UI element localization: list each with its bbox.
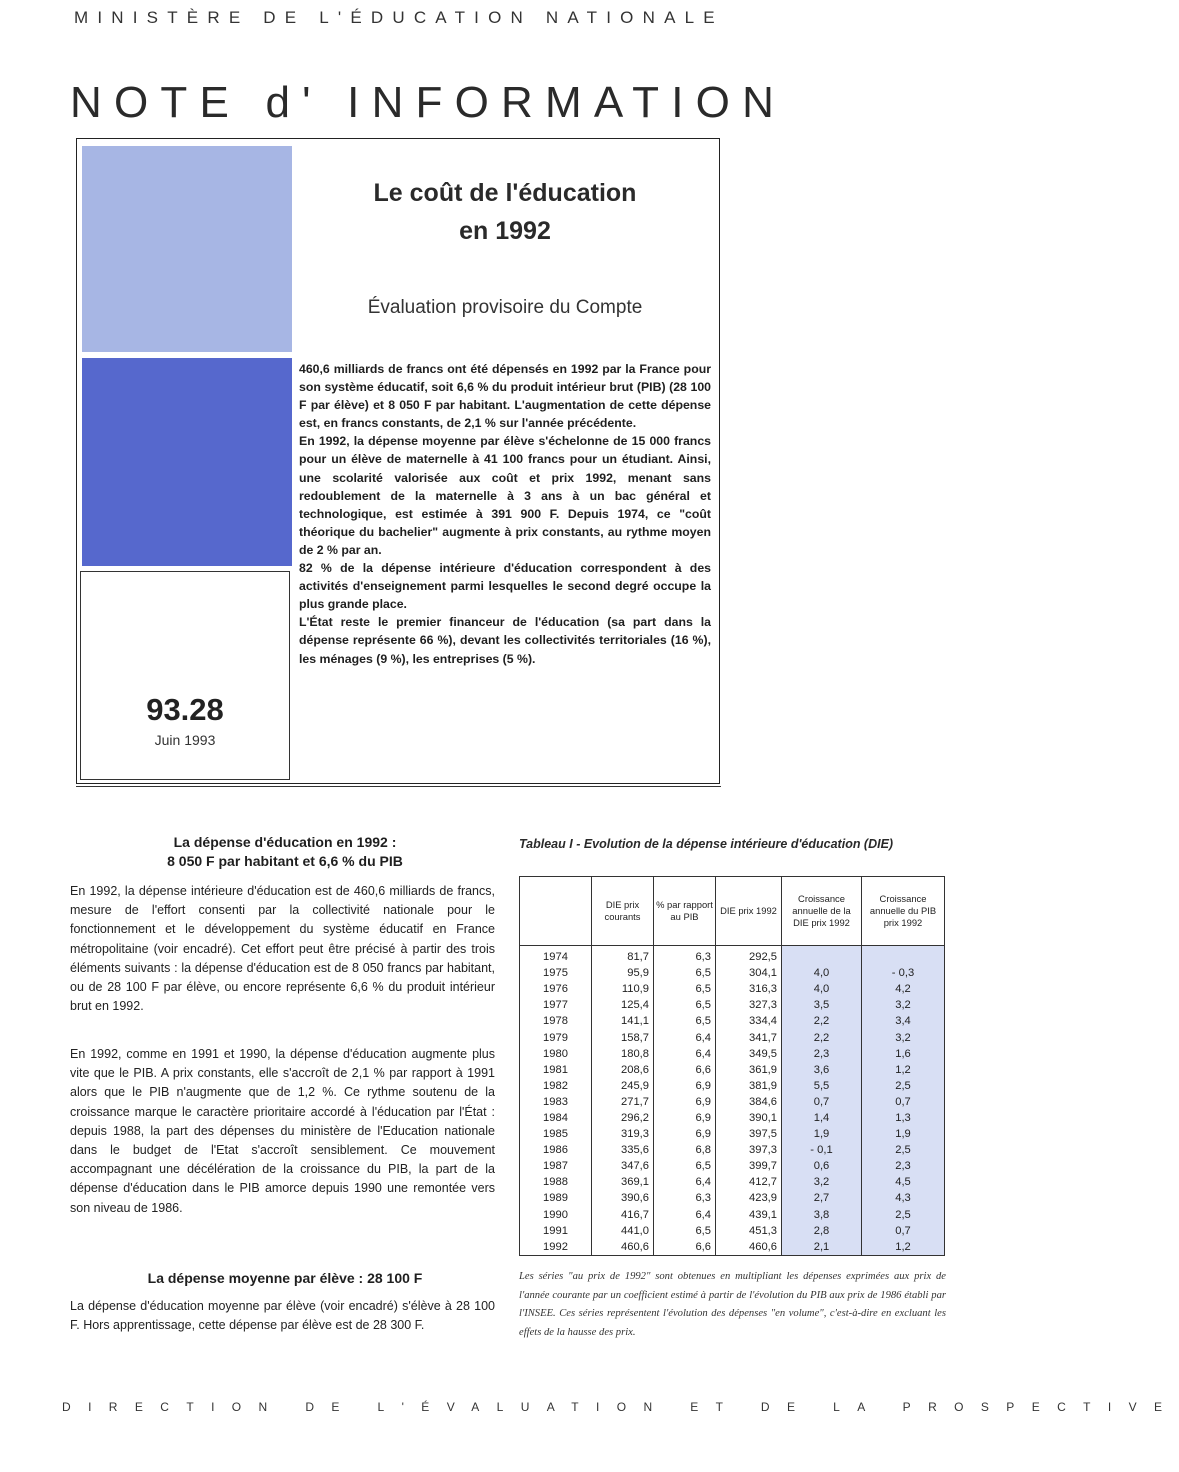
table-row [520, 1078, 945, 1094]
table-cell: 6,5 [654, 1223, 716, 1239]
table-cell: 5,5 [782, 1078, 862, 1094]
table-row [520, 1046, 945, 1062]
year-cell: 1989 [520, 1190, 592, 1206]
table-cell: 1,2 [862, 1062, 945, 1078]
table-cell: 6,4 [654, 1174, 716, 1190]
table-cell: 3,2 [862, 997, 945, 1013]
table-cell: - 0,1 [782, 1142, 862, 1158]
table-cell: 6,4 [654, 1029, 716, 1045]
table-cell: 158,7 [592, 1029, 654, 1045]
year-cell: 1985 [520, 1126, 592, 1142]
die-table [519, 876, 945, 1256]
table-row [520, 1110, 945, 1126]
cover-dark-block [82, 358, 292, 566]
table-cell: 1,2 [862, 1239, 945, 1256]
table-cell: 397,3 [716, 1142, 782, 1158]
table-cell: 4,2 [862, 981, 945, 997]
table-cell: 0,6 [782, 1158, 862, 1174]
year-cell: 1984 [520, 1110, 592, 1126]
year-cell: 1992 [520, 1239, 592, 1256]
table-cell: 416,7 [592, 1207, 654, 1223]
document-subtitle: Évaluation provisoire du Compte [367, 297, 643, 318]
table-cell: 3,2 [782, 1174, 862, 1190]
table-cell: 6,9 [654, 1126, 716, 1142]
table-row [520, 1223, 945, 1239]
table-cell: 441,0 [592, 1223, 654, 1239]
year-cell: 1976 [520, 981, 592, 997]
table-row [520, 1158, 945, 1174]
year-cell: 1977 [520, 997, 592, 1013]
table-cell: 6,3 [654, 946, 716, 966]
year-cell: 1981 [520, 1062, 592, 1078]
table-cell: 1,9 [862, 1126, 945, 1142]
table-cell: 1,6 [862, 1046, 945, 1062]
table-cell: 141,1 [592, 1013, 654, 1029]
paragraph-text: En 1992, comme en 1991 et 1990, la dépense d'éducation augmente plus vite que le PIB. A prix constants, elle s'accroît de 2,1 % par rapport à 1991 alors que le PIB n'augmente que de 1,2 %. Ce rythme soutenu de la croissance marque le caractère prioritaire accordé à l'éducation par l'État : depuis 1988, la part des dépenses du ministère de l'Education nationale dans le budget de l'Etat s'accroît sensiblement. Ce mouvement accompagnant une décélération de la croissance du PIB, la part de la dépense d'éducation dans le PIB amorce depuis 1990 une remontée vers son niveau de 1986. [70, 1047, 495, 1215]
table-cell: 81,7 [592, 946, 654, 966]
table-row [520, 965, 945, 981]
table-cell: 0,7 [862, 1094, 945, 1110]
section-heading-1-line-2: 8 050 F par habitant et 6,6 % du PIB [167, 853, 403, 869]
table-cell: 6,5 [654, 965, 716, 981]
table-cell: 6,8 [654, 1142, 716, 1158]
table-row [520, 1126, 945, 1142]
document-title [300, 174, 710, 250]
die-table-container [519, 876, 944, 1256]
table-cell: 6,4 [654, 1046, 716, 1062]
section-heading-1-line-1: La dépense d'éducation en 1992 : [173, 834, 397, 850]
table-cell: 349,5 [716, 1046, 782, 1062]
table-cell: 439,1 [716, 1207, 782, 1223]
table-cell: 271,7 [592, 1094, 654, 1110]
table-cell: 2,1 [782, 1239, 862, 1256]
table-cell: 3,2 [862, 1029, 945, 1045]
table-cell: 6,6 [654, 1062, 716, 1078]
body-paragraph [70, 1297, 495, 1335]
table-cell: 292,5 [716, 946, 782, 966]
summary-paragraph: L'État reste le premier financeur de l'éducation (sa part dans la dépense représente 66 %), devant les collectivités territoriales (16 %), les ménages (9 %), les entreprises (5 %). [299, 615, 711, 666]
table-cell: 2,8 [782, 1223, 862, 1239]
year-cell: 1990 [520, 1207, 592, 1223]
table-row [520, 1013, 945, 1029]
year-cell: 1986 [520, 1142, 592, 1158]
paragraph-text: La dépense d'éducation moyenne par élève (voir encadré) s'élève à 28 100 F. Hors apprentissage, cette dépense par élève est de 28 300 F. [70, 1299, 495, 1333]
issue-number: 93.28 [146, 692, 224, 727]
table-cell: 423,9 [716, 1190, 782, 1206]
summary-paragraph: En 1992, la dépense moyenne par élève s'échelonne de 15 000 francs pour un élève de maternelle à 41 100 francs pour un étudiant. Ainsi, une scolarité valorisée aux coût et prix 1992, menant sans redoublement de la maternelle à 3 ans à un bac général et technologique, est estimée à 391 900 F. Depuis 1974, ce "coût théorique du bachelier" augmente à prix constants, au rythme moyen de 2 % par an. [299, 434, 711, 557]
table-cell: 2,3 [782, 1046, 862, 1062]
year-cell: 1979 [520, 1029, 592, 1045]
table-cell: 397,5 [716, 1126, 782, 1142]
table-row [520, 981, 945, 997]
header-cell: DIE prix courants [592, 877, 654, 946]
table-row [520, 1029, 945, 1045]
table-cell: 1,3 [862, 1110, 945, 1126]
table-cell: 245,9 [592, 1078, 654, 1094]
table-row [520, 1062, 945, 1078]
year-cell: 1978 [520, 1013, 592, 1029]
table-cell: 2,3 [862, 1158, 945, 1174]
table-cell: 6,5 [654, 1158, 716, 1174]
issue-date: Juin 1993 [154, 732, 216, 748]
table-cell: 335,6 [592, 1142, 654, 1158]
table-cell: 6,9 [654, 1078, 716, 1094]
table-cell: 304,1 [716, 965, 782, 981]
table-cell: 1,4 [782, 1110, 862, 1126]
header-cell: Croissance annuelle de la DIE prix 1992 [782, 877, 862, 946]
ministry-header: MINISTÈRE DE L'ÉDUCATION NATIONALE [74, 8, 724, 27]
table-cell: 3,8 [782, 1207, 862, 1223]
table-cell: 384,6 [716, 1094, 782, 1110]
body-paragraph [70, 1045, 495, 1218]
footer: DIRECTION DE L'ÉVALUATION ET DE LA PROSPECTIVE [62, 1400, 1179, 1414]
section-divider [76, 786, 721, 787]
table-row [520, 997, 945, 1013]
table-cell: 390,6 [592, 1190, 654, 1206]
table-cell: 369,1 [592, 1174, 654, 1190]
table-cell: 316,3 [716, 981, 782, 997]
table-row [520, 1239, 945, 1256]
table-cell: 1,9 [782, 1126, 862, 1142]
table-note: Les séries "au prix de 1992" sont obtenues en multipliant les dépenses exprimées aux prix de l'année courante par un coefficient estimé à partir de l'évolution du PIB aux prix de 1986 établi par l'INSEE. Ces séries représentent l'évolution des dépenses "en volume", c'est-à-dire en excluant les effets de la hausse des prix. [519, 1271, 946, 1338]
table-row [520, 1190, 945, 1206]
year-cell: 1987 [520, 1158, 592, 1174]
table-cell: 6,5 [654, 981, 716, 997]
body-paragraph [70, 882, 495, 1016]
table-cell: 3,6 [782, 1062, 862, 1078]
table-row [520, 946, 945, 966]
table-cell: 2,7 [782, 1190, 862, 1206]
header-cell [520, 877, 592, 946]
table-cell: - 0,3 [862, 965, 945, 981]
table-cell: 208,6 [592, 1062, 654, 1078]
table-row [520, 1207, 945, 1223]
table-cell: 4,5 [862, 1174, 945, 1190]
header-cell: % par rapport au PIB [654, 877, 716, 946]
table-cell: 2,5 [862, 1207, 945, 1223]
section-heading-2: La dépense moyenne par élève : 28 100 F [147, 1270, 423, 1286]
table-cell: 6,6 [654, 1239, 716, 1256]
table-row [520, 1174, 945, 1190]
table-row [520, 1094, 945, 1110]
table-cell [862, 946, 945, 966]
table-cell: 2,5 [862, 1142, 945, 1158]
year-cell: 1983 [520, 1094, 592, 1110]
section-heading-1 [72, 833, 498, 871]
table-cell: 361,9 [716, 1062, 782, 1078]
table-cell: 6,4 [654, 1207, 716, 1223]
table-cell: 0,7 [782, 1094, 862, 1110]
table-cell: 460,6 [716, 1239, 782, 1256]
table-cell: 3,4 [862, 1013, 945, 1029]
table-cell: 412,7 [716, 1174, 782, 1190]
table-cell: 4,3 [862, 1190, 945, 1206]
title-line-1: Le coût de l'éducation [373, 179, 637, 207]
table-cell: 110,9 [592, 981, 654, 997]
title-line-2: en 1992 [459, 217, 551, 245]
year-cell: 1988 [520, 1174, 592, 1190]
table-cell: 6,3 [654, 1190, 716, 1206]
table-cell: 4,0 [782, 981, 862, 997]
year-cell: 1982 [520, 1078, 592, 1094]
header-cell: DIE prix 1992 [716, 877, 782, 946]
table-cell: 0,7 [862, 1223, 945, 1239]
table-cell: 381,9 [716, 1078, 782, 1094]
table-cell: 6,5 [654, 1013, 716, 1029]
table-cell: 6,9 [654, 1110, 716, 1126]
cover-light-block [82, 146, 292, 352]
table-row [520, 1142, 945, 1158]
table-cell: 399,7 [716, 1158, 782, 1174]
issue-box [80, 571, 290, 780]
table-cell: 327,3 [716, 997, 782, 1013]
table-cell: 334,4 [716, 1013, 782, 1029]
paragraph-text: En 1992, la dépense intérieure d'éducation est de 460,6 milliards de francs, mesure de l'effort consenti par la collectivité nationale pour le fonctionnement et le développement du système éducatif en France métropolitaine (voir encadré). Cet effort peut être précisé à partir des trois éléments suivants : la dépense d'éducation est de 8 050 francs par habitant, ou de 28 100 F par élève, ou encore représente 6,6 % du produit intérieur brut en 1992. [70, 884, 495, 1014]
year-cell: 1974 [520, 946, 592, 966]
header-cell: Croissance annuelle du PIB prix 1992 [862, 877, 945, 946]
table-cell [782, 946, 862, 966]
summary-paragraph: 460,6 milliards de francs ont été dépensés en 1992 par la France pour son système éducatif, soit 6,6 % du produit intérieur brut (PIB) (28 100 F par élève) et 8 050 F par habitant. L'augmentation de cette dépense est, en francs constants, de 2,1 % sur l'année précédente. [299, 362, 711, 431]
table-cell: 6,5 [654, 997, 716, 1013]
table-cell: 2,2 [782, 1013, 862, 1029]
table-cell: 390,1 [716, 1110, 782, 1126]
publication-title: NOTE d' INFORMATION [70, 78, 787, 127]
table-cell: 125,4 [592, 997, 654, 1013]
table-cell: 6,9 [654, 1094, 716, 1110]
table-cell: 347,6 [592, 1158, 654, 1174]
table-cell: 460,6 [592, 1239, 654, 1256]
table-cell: 341,7 [716, 1029, 782, 1045]
table-cell: 296,2 [592, 1110, 654, 1126]
year-cell: 1975 [520, 965, 592, 981]
table-cell: 319,3 [592, 1126, 654, 1142]
table-cell: 2,5 [862, 1078, 945, 1094]
table-cell: 4,0 [782, 965, 862, 981]
table-cell: 2,2 [782, 1029, 862, 1045]
table-header-row [520, 877, 945, 946]
year-cell: 1991 [520, 1223, 592, 1239]
table-cell: 3,5 [782, 997, 862, 1013]
summary-paragraph: 82 % de la dépense intérieure d'éducation correspondent à des activités d'enseignement parmi lesquelles le second degré occupe la plus grande place. [299, 561, 711, 612]
summary [299, 360, 711, 668]
table-cell: 180,8 [592, 1046, 654, 1062]
table-cell: 451,3 [716, 1223, 782, 1239]
year-cell: 1980 [520, 1046, 592, 1062]
table-caption: Tableau I - Evolution de la dépense intérieure d'éducation (DIE) [519, 837, 894, 851]
table-cell: 95,9 [592, 965, 654, 981]
